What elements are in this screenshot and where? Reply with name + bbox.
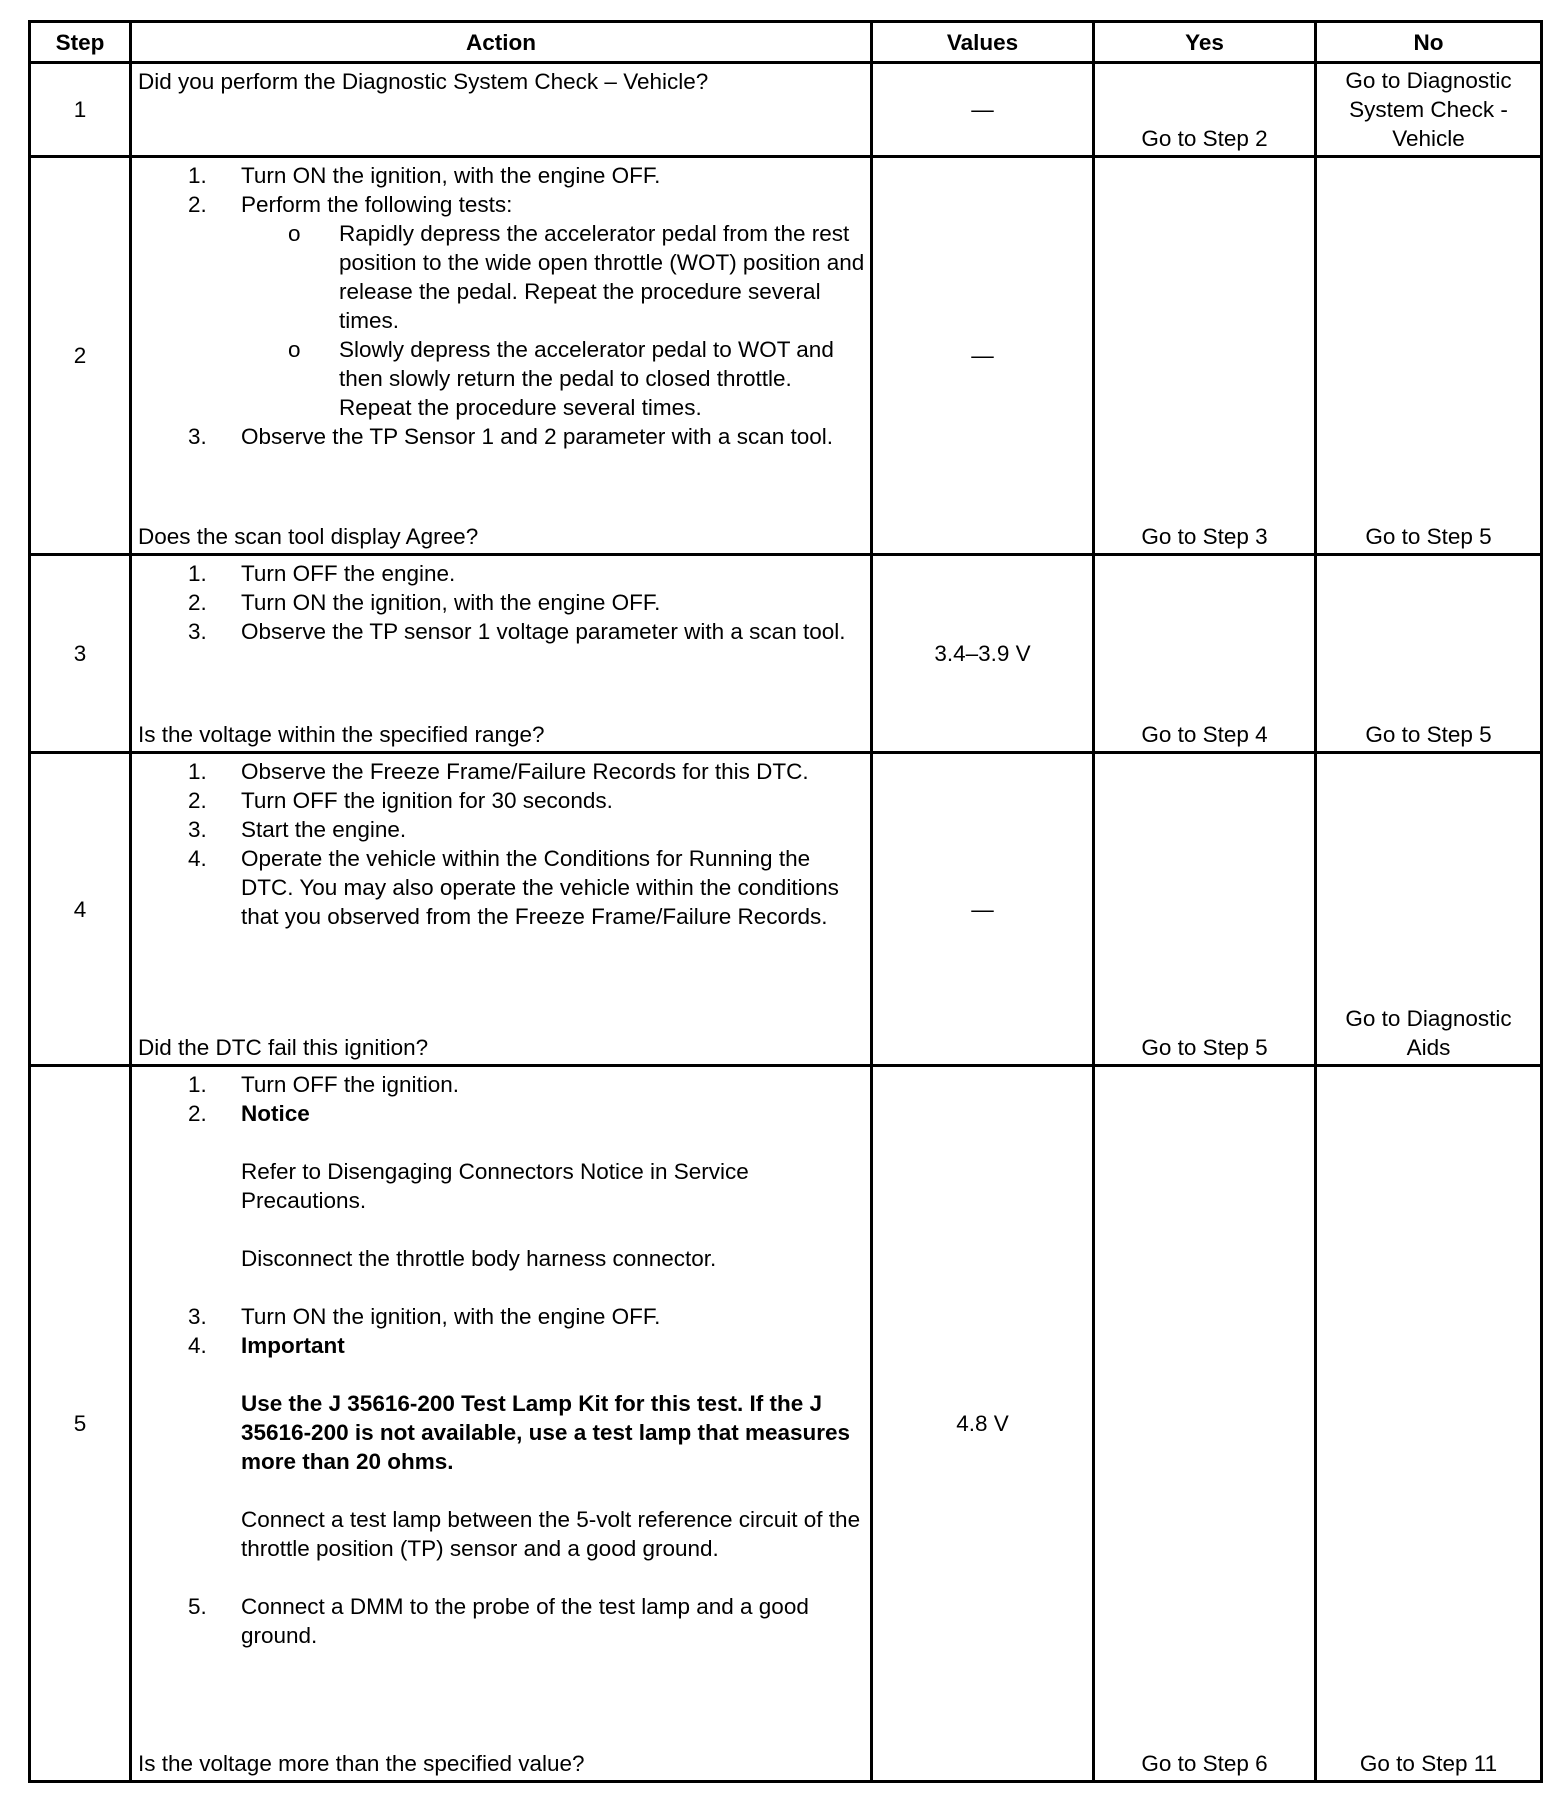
- item-text: Observe the TP Sensor 1 and 2 parameter with a scan tool.: [241, 424, 833, 449]
- item-text: Turn OFF the engine.: [241, 561, 456, 586]
- step-number: 4: [30, 753, 131, 1066]
- header-no: No: [1316, 22, 1542, 63]
- item-text: Observe the Freeze Frame/Failure Records for this DTC.: [241, 759, 809, 784]
- item-text: Connect a DMM to the probe of the test lamp and a good ground.: [241, 1594, 809, 1648]
- action-cell: [131, 157, 872, 555]
- item-number: 1.: [188, 759, 207, 784]
- list-item: [138, 161, 866, 190]
- item-number: 3.: [188, 619, 207, 644]
- header-step: Step: [30, 22, 131, 63]
- header-values: Values: [872, 22, 1094, 63]
- list-item: [138, 422, 866, 451]
- item-text: Start the engine.: [241, 817, 407, 842]
- sub-item-text: Rapidly depress the accelerator pedal from the rest position to the wide open throttle (WOT) position and release the pedal. Repeat the procedure several times.: [339, 221, 865, 333]
- important-text: Use the J 35616-200 Test Lamp Kit for this test. If the J 35616-200 is not available, use a test lamp that measures more than 20 ohms.: [241, 1391, 851, 1474]
- list-item: [138, 815, 866, 844]
- step-number: 1: [30, 63, 131, 157]
- action-steps: [138, 559, 866, 646]
- disconnect-text: Disconnect the throttle body harness connector.: [241, 1246, 717, 1271]
- question-text: Does the scan tool display Agree?: [138, 524, 479, 549]
- no-cell: Go to Step 5: [1316, 555, 1542, 753]
- list-item: [138, 1099, 866, 1302]
- no-cell: Go to Diagnostic System Check - Vehicle: [1316, 63, 1542, 157]
- item-number: 5.: [188, 1594, 207, 1619]
- list-item: [138, 1070, 866, 1099]
- item-text: Turn OFF the ignition.: [241, 1072, 460, 1097]
- step-number: 2: [30, 157, 131, 555]
- action-steps: [138, 757, 866, 931]
- item-text: Turn ON the ignition, with the engine OFF.: [241, 590, 661, 615]
- notice-text: Refer to Disengaging Connectors Notice in Service Precautions.: [241, 1159, 749, 1213]
- header-action: Action: [131, 22, 872, 63]
- item-number: 3.: [188, 817, 207, 842]
- item-text: Operate the vehicle within the Conditions for Running the DTC. You may also operate the vehicle within the conditions that you observed from the Freeze Frame/Failure Records.: [241, 846, 839, 929]
- connect-text: Connect a test lamp between the 5-volt reference circuit of the throttle position (TP) sensor and a good ground.: [241, 1507, 861, 1561]
- yes-cell: Go to Step 6: [1094, 1066, 1316, 1782]
- important-title: Important: [241, 1333, 345, 1358]
- list-item: [138, 844, 866, 931]
- list-item: [138, 757, 866, 786]
- list-item: [138, 588, 866, 617]
- question-text: Is the voltage within the specified range?: [138, 722, 545, 747]
- sub-list-item: [138, 219, 866, 335]
- values-cell: —: [872, 63, 1094, 157]
- action-cell: [131, 1066, 872, 1782]
- list-item: [138, 1331, 866, 1592]
- bullet-icon: o: [288, 221, 301, 246]
- list-item: [138, 786, 866, 815]
- item-number: 1.: [188, 163, 207, 188]
- item-number: 2.: [188, 590, 207, 615]
- action-steps: [138, 1070, 866, 1650]
- item-number: 2.: [188, 788, 207, 813]
- list-item: [138, 617, 866, 646]
- table-row: [30, 1066, 1542, 1782]
- values-cell: 4.8 V: [872, 1066, 1094, 1782]
- yes-cell: Go to Step 2: [1094, 63, 1316, 157]
- item-text: Perform the following tests:: [241, 192, 513, 217]
- table-row: [30, 753, 1542, 1066]
- item-text: Observe the TP sensor 1 voltage parameter with a scan tool.: [241, 619, 846, 644]
- table-row: [30, 555, 1542, 753]
- sub-list-item: [138, 335, 866, 422]
- header-row: [30, 22, 1542, 63]
- table-row: [30, 157, 1542, 555]
- no-cell: Go to Step 11: [1316, 1066, 1542, 1782]
- no-cell: Go to Diagnostic Aids: [1316, 753, 1542, 1066]
- sub-item-text: Slowly depress the accelerator pedal to WOT and then slowly return the pedal to closed throttle. Repeat the procedure several times.: [339, 337, 834, 420]
- item-number: 1.: [188, 1072, 207, 1097]
- step-number: 5: [30, 1066, 131, 1782]
- table-row: [30, 63, 1542, 157]
- action-steps: [138, 161, 866, 451]
- list-item: [138, 1592, 866, 1650]
- list-item: [138, 190, 866, 422]
- values-cell: —: [872, 753, 1094, 1066]
- action-cell: [131, 753, 872, 1066]
- item-number: 3.: [188, 424, 207, 449]
- question-text: Is the voltage more than the specified value?: [138, 1751, 585, 1776]
- yes-cell: Go to Step 5: [1094, 753, 1316, 1066]
- sub-list: [241, 219, 866, 422]
- values-cell: —: [872, 157, 1094, 555]
- item-number: 1.: [188, 561, 207, 586]
- item-number: 4.: [188, 846, 207, 871]
- yes-cell: Go to Step 4: [1094, 555, 1316, 753]
- action-cell: [131, 555, 872, 753]
- item-number: 2.: [188, 1101, 207, 1126]
- header-yes: Yes: [1094, 22, 1316, 63]
- diagnostic-table: [28, 20, 1543, 1783]
- list-item: [138, 559, 866, 588]
- yes-cell: Go to Step 3: [1094, 157, 1316, 555]
- step-number: 3: [30, 555, 131, 753]
- list-item: [138, 1302, 866, 1331]
- item-number: 3.: [188, 1304, 207, 1329]
- question-text: Did you perform the Diagnostic System Check – Vehicle?: [138, 69, 709, 94]
- question-text: Did the DTC fail this ignition?: [138, 1035, 429, 1060]
- no-cell: Go to Step 5: [1316, 157, 1542, 555]
- values-cell: 3.4–3.9 V: [872, 555, 1094, 753]
- item-number: 2.: [188, 192, 207, 217]
- item-text: Turn ON the ignition, with the engine OFF.: [241, 1304, 661, 1329]
- action-cell: [131, 63, 872, 157]
- item-number: 4.: [188, 1333, 207, 1358]
- notice-title: Notice: [241, 1101, 310, 1126]
- bullet-icon: o: [288, 337, 301, 362]
- item-text: Turn OFF the ignition for 30 seconds.: [241, 788, 613, 813]
- item-text: Turn ON the ignition, with the engine OFF.: [241, 163, 661, 188]
